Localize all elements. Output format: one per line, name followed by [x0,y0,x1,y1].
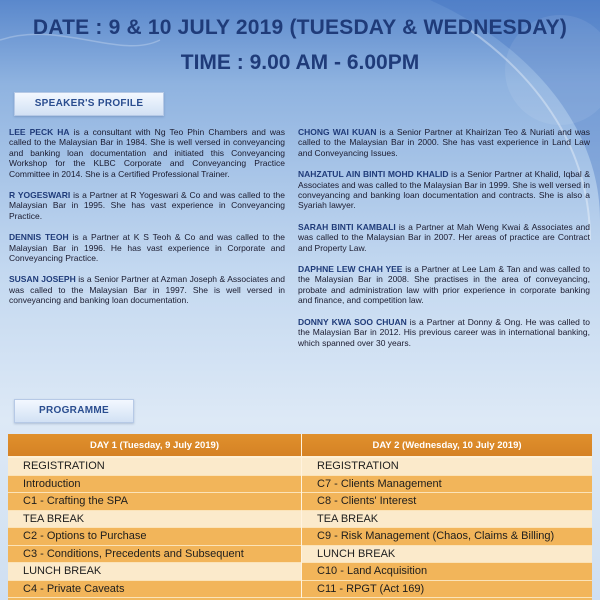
speaker-name: DENNIS TEOH [9,232,69,243]
schedule-row: C2 - Options to Purchase [8,528,301,546]
programme-table [8,434,592,600]
speaker-name: LEE PECK HA [9,127,70,137]
speaker-name: R YOGESWARI [9,190,71,201]
speaker-name: SARAH BINTI KAMBALI [298,221,396,232]
speaker-name: DAPHNE LEW CHAH YEE [298,264,403,275]
schedule-row: REGISTRATION [302,458,592,476]
schedule-row: TEA BREAK [302,511,592,529]
speaker-bio [298,127,590,158]
speaker-name: DONNY KWA SOO CHUAN [298,316,407,327]
schedule-row: C1 - Crafting the SPA [8,493,301,511]
speaker-description: is a Partner at Lee Lam & Tan and was called to the Malaysian Bar in 2008. She practises in the area of conveyancing, probate and administration law with prior experience in corporate banking and finance, and competition law. [298,264,590,306]
schedule-row: C3 - Conditions, Precedents and Subsequent [8,546,301,564]
day1-schedule [8,434,301,598]
speaker-description: is a consultant with Ng Teo Phin Chambers and was called to the Malaysian Bar in 1984. She is well versed in conveyancing and banking loan documentation and initiated this Conveyancing Workshop for the KLBC Corporate and Conveyancing Practice Committee in 2014. She is a Certified Professional Trainer. [9,127,285,179]
schedule-row: C10 - Land Acquisition [302,563,592,581]
event-time: TIME : 9.00 AM - 6.00PM [180,51,420,74]
schedule-row: C7 - Clients Management [302,476,592,494]
speakers-profile-heading: SPEAKER'S PROFILE [14,92,164,116]
speakers-left-column [9,127,285,317]
speaker-name: SUSAN JOSEPH [9,274,76,285]
speakers-right-column [298,127,590,359]
speaker-description: is a Partner at Mah Weng Kwai & Associates and was called to the Malaysian Bar in 2007. Her areas of practice are Contract and Property Law. [298,221,590,253]
schedule-row: C9 - Risk Management (Chaos, Claims & Billing) [302,528,592,546]
speaker-name: NAHZATUL AIN BINTI MOHD KHALID [298,169,449,180]
speaker-bio [9,127,285,179]
speaker-description: is a Senior Partner at Khalid, Iqbal & Associates and was called to the Malaysian Bar in 1999. She is well versed in conveyancing and banking loan documentation and contracts. She is also a Syariah lawyer. [298,169,590,211]
speaker-description: is a Senior Partner at Khairizan Teo & Nuriati and was called to the Malaysian Bar in 2000. She has vast experience in Land Law and Conveyancing Issues. [298,127,590,158]
schedule-row: Introduction [8,476,301,494]
speaker-name: CHONG WAI KUAN [298,127,377,137]
day1-heading: DAY 1 (Tuesday, 9 July 2019) [8,434,301,458]
speaker-description: is a Senior Partner at Azman Joseph & Associates and was called to the Malaysian Bar in 1997. She is well versed in conveyancing and banking loan documentation. [9,274,285,306]
speaker-description: is a Partner at Donny & Ong. He was called to the Malaysian Bar in 2012. His previous career was in international banking, which spanned over 30 years. [298,316,590,348]
speaker-bio [9,232,285,263]
schedule-row: C4 - Private Caveats [8,581,301,599]
speaker-description: is a Partner at R Yogeswari & Co and was called to the Malaysian Bar in 1995. She has vast experience in Conveyancing Practice. [9,190,285,221]
speaker-bio [298,169,590,211]
schedule-row: REGISTRATION [8,458,301,476]
event-date: DATE : 9 & 10 JULY 2019 (TUESDAY & WEDNESDAY) [32,16,568,39]
speaker-bio [298,222,590,253]
speaker-description: is a Partner at K S Teoh & Co and was called to the Malaysian Bar in 1996. He has vast experience in Corporate and Conveyancing Practice. [9,232,285,264]
schedule-row: LUNCH BREAK [8,563,301,581]
programme-heading: PROGRAMME [14,399,134,423]
day2-heading: DAY 2 (Wednesday, 10 July 2019) [302,434,592,458]
speaker-bio [9,190,285,221]
speaker-bio [298,317,590,348]
speaker-bio [9,274,285,305]
schedule-row: TEA BREAK [8,511,301,529]
schedule-row: LUNCH BREAK [302,546,592,564]
schedule-row: C8 - Clients' Interest [302,493,592,511]
schedule-row: C11 - RPGT (Act 169) [302,581,592,599]
speaker-bio [298,264,590,306]
day2-schedule [301,434,592,598]
